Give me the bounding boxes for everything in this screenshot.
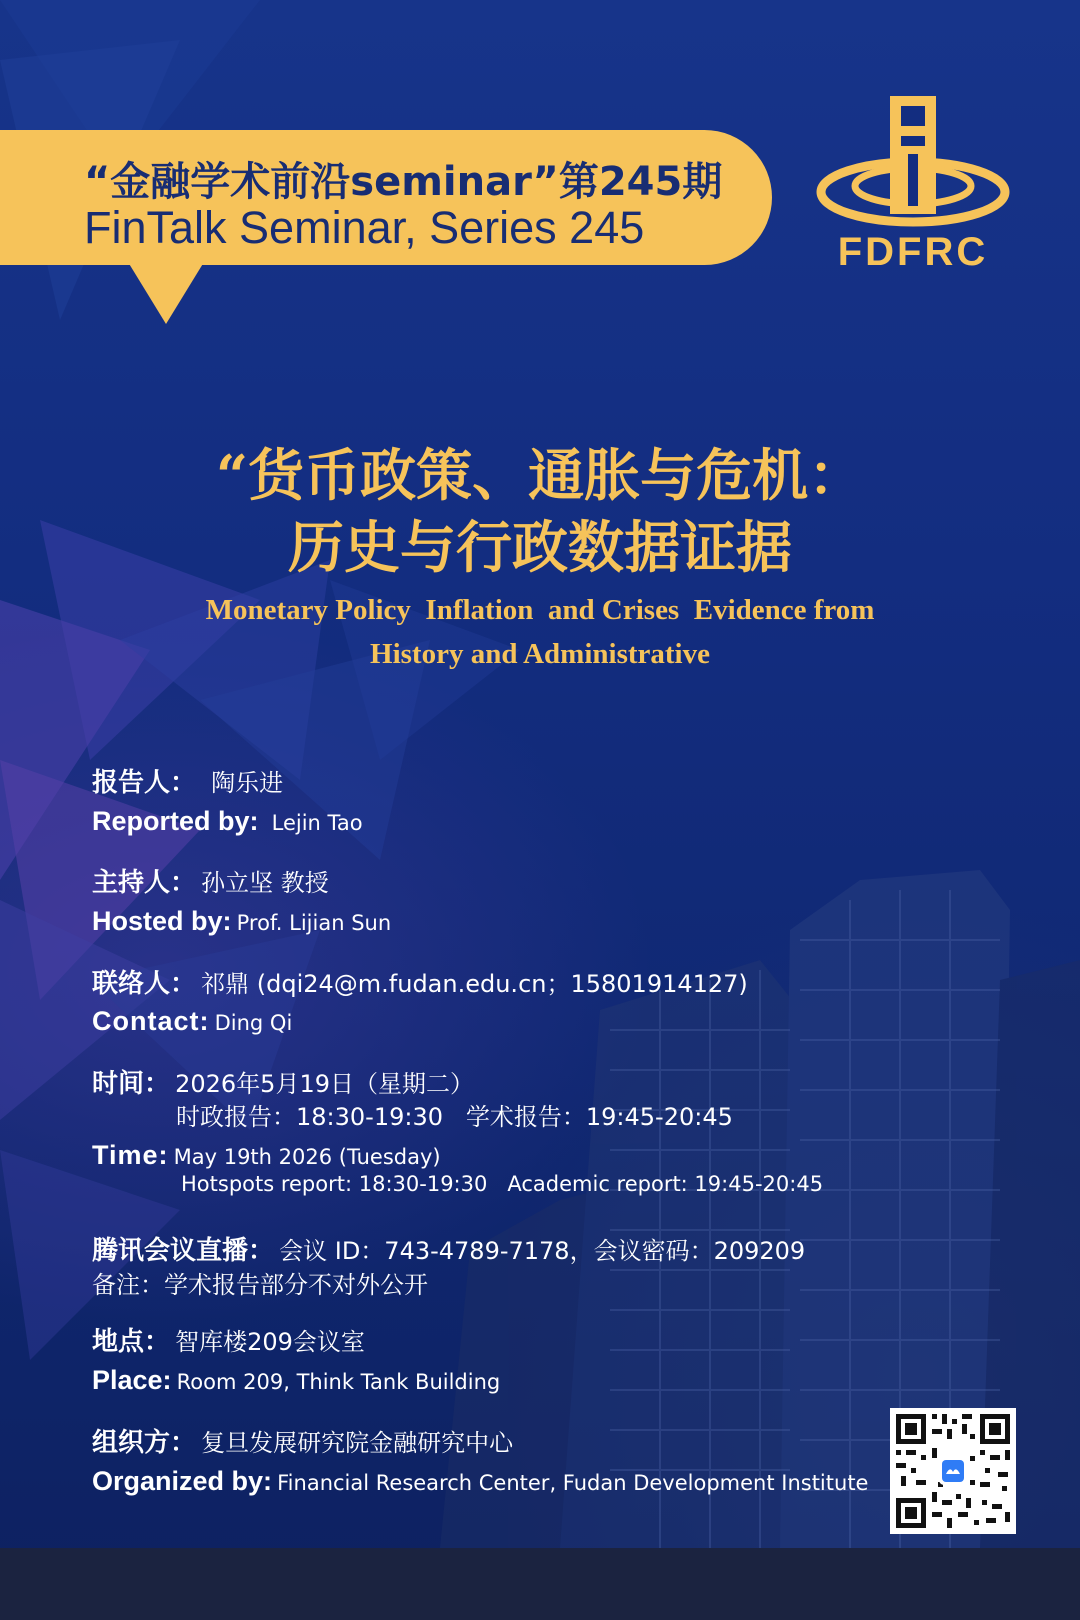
time-schedule-cn-row bbox=[176, 1097, 733, 1132]
title-en-line2: History and Administrative bbox=[370, 638, 710, 670]
series-title-en: FinTalk Seminar, Series 245 bbox=[84, 202, 645, 253]
footer-bar bbox=[0, 1548, 1080, 1620]
reporter-en-row bbox=[92, 806, 363, 837]
organizer-label-cn: 组织方： bbox=[92, 1428, 197, 1458]
banner-pointer bbox=[128, 262, 204, 324]
organizer-value-en: Financial Research Center, Fudan Development Institute bbox=[277, 1471, 869, 1495]
contact-value-en: Ding Qi bbox=[214, 1011, 293, 1035]
tencent-note-row bbox=[92, 1265, 428, 1300]
host-en-row bbox=[92, 906, 391, 937]
time-schedule-en: Hotspots report: 18:30-19:30 Academic report: 19:45-20:45 bbox=[181, 1172, 824, 1196]
logo-text: FDFRC bbox=[837, 230, 989, 274]
qr-code-graphic bbox=[890, 1408, 1016, 1534]
organizer-label-en: Organized by: bbox=[92, 1466, 273, 1496]
seminar-title-en bbox=[0, 588, 1080, 676]
time-date-en: May 19th 2026 (Tuesday) bbox=[173, 1145, 441, 1169]
place-label-en: Place: bbox=[92, 1365, 172, 1395]
contact-label-en: Contact: bbox=[92, 1006, 210, 1036]
reporter-cn-row bbox=[92, 762, 283, 799]
time-date-cn: 2026年5月19日（星期二） bbox=[175, 1070, 474, 1098]
time-cn-row bbox=[92, 1063, 474, 1100]
tencent-row bbox=[92, 1230, 805, 1267]
organizer-value-cn: 复旦发展研究院金融研究中心 bbox=[201, 1429, 514, 1457]
title-cn-line1: “货币政策、通胀与危机： bbox=[215, 443, 865, 509]
reporter-label-en: Reported by: bbox=[92, 806, 259, 836]
time-schedule-en-row bbox=[181, 1172, 823, 1196]
place-value-cn: 智库楼209会议室 bbox=[175, 1328, 365, 1356]
reporter-value-cn: 陶乐进 bbox=[211, 769, 284, 797]
organizer-cn-row bbox=[92, 1422, 513, 1459]
contact-label-cn: 联络人： bbox=[92, 969, 197, 999]
host-label-cn: 主持人： bbox=[92, 868, 197, 898]
time-label-en: Time: bbox=[92, 1140, 169, 1170]
place-en-row bbox=[92, 1365, 500, 1396]
organizer-en-row bbox=[92, 1466, 868, 1497]
qr-code-icon[interactable] bbox=[890, 1408, 1016, 1534]
contact-cn-row bbox=[92, 963, 748, 1000]
tencent-value: 会议 ID：743-4789-7178，会议密码：209209 bbox=[279, 1237, 806, 1265]
place-cn-row bbox=[92, 1321, 365, 1358]
time-en-row bbox=[92, 1140, 441, 1171]
time-schedule-cn: 时政报告：18:30-19:30 学术报告：19:45-20:45 bbox=[176, 1103, 733, 1131]
contact-en-row bbox=[92, 1006, 292, 1037]
time-label-cn: 时间： bbox=[92, 1069, 171, 1099]
contact-value-cn: 祁鼎 (dqi24@m.fudan.edu.cn；15801914127) bbox=[201, 970, 748, 998]
host-value-cn: 孙立坚 教授 bbox=[201, 869, 329, 897]
place-label-cn: 地点： bbox=[92, 1327, 171, 1357]
host-value-en: Prof. Lijian Sun bbox=[236, 911, 392, 935]
host-label-en: Hosted by: bbox=[92, 906, 232, 936]
host-cn-row bbox=[92, 862, 329, 899]
seminar-title-cn bbox=[0, 440, 1080, 584]
title-cn-line2: 历史与行政数据证据 bbox=[288, 515, 792, 581]
tencent-note: 备注：学术报告部分不对外公开 bbox=[92, 1271, 428, 1299]
series-title-cn: “金融学术前沿seminar”第245期 bbox=[84, 159, 723, 205]
title-en-line1: Monetary Policy Inflation and Crises Evidence from bbox=[205, 594, 875, 626]
reporter-value-en: Lejin Tao bbox=[271, 811, 363, 835]
place-value-en: Room 209, Think Tank Building bbox=[176, 1370, 501, 1394]
tencent-label: 腾讯会议直播： bbox=[92, 1236, 275, 1266]
reporter-label-cn: 报告人： bbox=[92, 768, 197, 798]
